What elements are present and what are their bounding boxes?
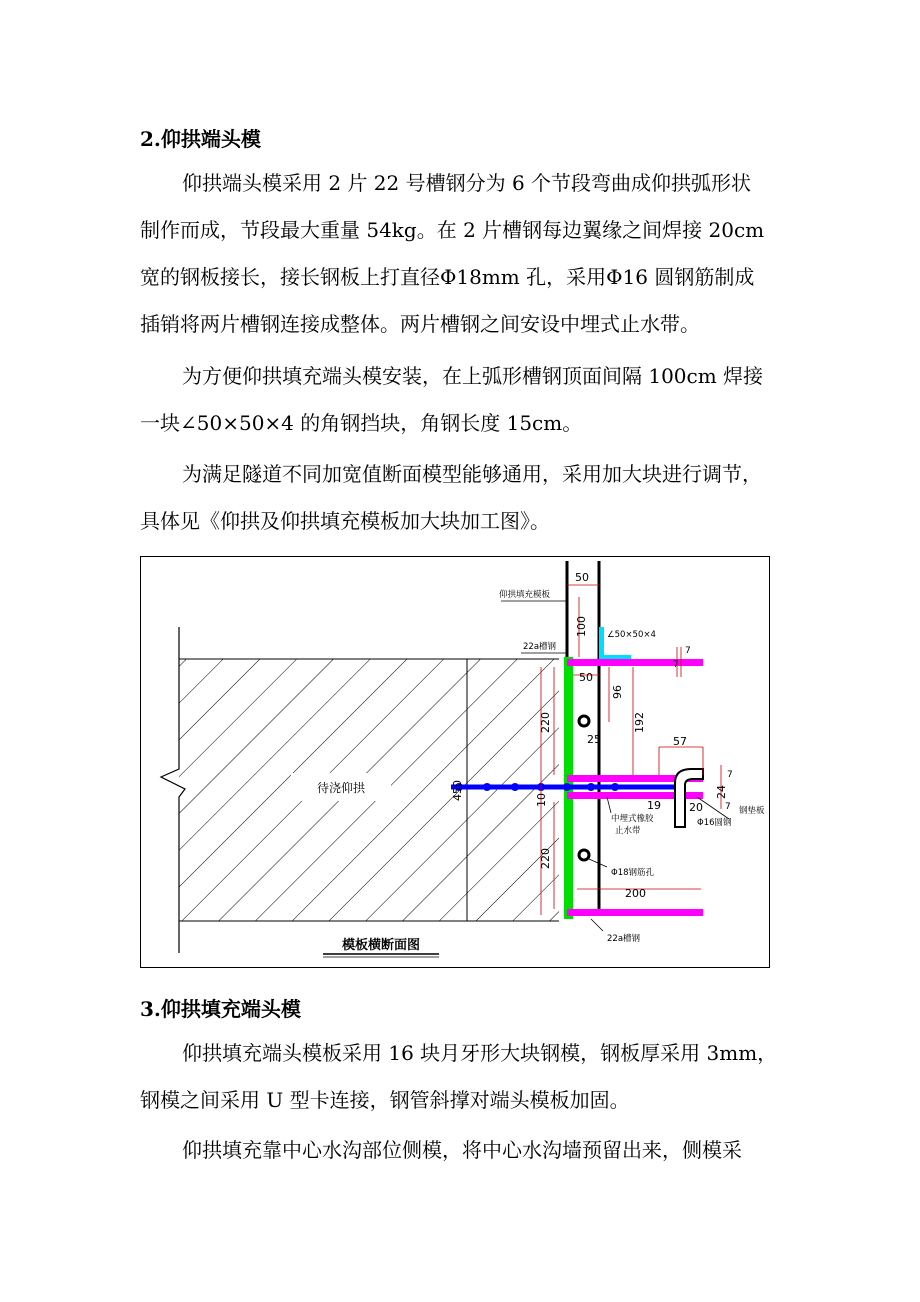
dim-220-top: 220: [539, 712, 552, 733]
text-line: 一块∠50×50×4 的角钢挡块，角钢长度 15cm。: [140, 411, 583, 435]
dim-100: 100: [575, 616, 588, 637]
dim-50-mid: 50: [579, 671, 593, 684]
dim-7a: 7: [673, 660, 679, 670]
text-line: 仰拱填充端头模板采用 16 块月牙形大块钢模，钢板厚采用 3mm，: [182, 1041, 778, 1065]
label-steel-plate: 钢垫板: [739, 806, 765, 816]
label-waterstop-2: 止水带: [615, 826, 641, 836]
text-line: 钢模之间采用 U 型卡连接，钢管斜撑对端头模板加固。: [140, 1088, 630, 1112]
dim-10: 10: [535, 793, 548, 807]
label-channel-top: 22a槽钢: [523, 642, 557, 652]
dim-7d: 7: [725, 802, 731, 812]
formwork-drawing: [141, 557, 771, 969]
dim-200: 200: [625, 887, 646, 900]
section-2-paragraph-2: [140, 353, 800, 447]
dim-7b: 7: [685, 646, 691, 656]
hole-upper: [579, 716, 589, 726]
text-line: 为方便仰拱填充端头模安装，在上弧形槽钢顶面间隔 100cm 焊接: [182, 364, 764, 388]
dim-7c: 7: [727, 770, 733, 780]
label-waterstop-1: 中埋式橡胶: [611, 814, 654, 824]
section-3-heading: 3.仰拱填充端头模: [140, 997, 301, 1021]
dim-450: 450: [451, 780, 464, 801]
section-2-paragraph-1: [140, 160, 800, 348]
dim-50-top: 50: [575, 571, 589, 584]
text-line: 插销将两片槽钢连接成整体。两片槽钢之间安设中埋式止水带。: [140, 312, 700, 336]
hole-lower: [579, 850, 589, 860]
label-pin: Φ16圆钢: [697, 818, 732, 828]
text-line: 宽的钢板接长，接长钢板上打直径Φ18mm 孔，采用Φ16 圆钢筋制成: [140, 265, 755, 289]
waterstop: [451, 783, 681, 791]
label-hole: Φ18钢筋孔: [611, 868, 655, 878]
text-line: 制作而成，节段最大重量 54kg。在 2 片槽钢每边翼缘之间焊接 20cm: [140, 218, 765, 242]
dim-96: 96: [611, 685, 624, 699]
text-line: 仰拱填充靠中心水沟部位侧模，将中心水沟墙预留出来，侧模采: [182, 1138, 742, 1162]
concrete-block: [179, 659, 559, 921]
dim-220-bottom: 220: [539, 848, 552, 869]
text-line: 仰拱端头模采用 2 片 22 号槽钢分为 6 个节段弯曲成仰拱弧形状: [182, 171, 752, 195]
dim-192: 192: [633, 712, 646, 733]
text-line: 具体见《仰拱及仰拱填充模板加大块加工图》。: [140, 509, 550, 533]
dim-19: 19: [647, 799, 661, 812]
formwork-cross-section-figure: [140, 556, 770, 968]
section-2-paragraph-3: [140, 451, 800, 545]
section-2-heading: 2.仰拱端头模: [140, 127, 261, 151]
label-fill-formwork: 仰拱填充模板: [499, 590, 551, 600]
dim-25: 25: [587, 733, 601, 746]
section-3-paragraph-2: [140, 1127, 800, 1174]
dim-20: 20: [689, 801, 703, 814]
concrete-label: 待浇仰拱: [316, 781, 366, 795]
label-channel-bottom: 22a槽钢: [607, 934, 641, 944]
dim-57: 57: [673, 735, 687, 748]
label-angle-steel: ∠50×50×4: [607, 630, 656, 640]
dim-24: 24: [715, 785, 728, 799]
figure-title: 模板横断面图: [341, 938, 421, 953]
section-3-paragraph-1: [140, 1030, 800, 1124]
text-line: 为满足隧道不同加宽值断面模型能够通用，采用加大块进行调节，: [182, 462, 762, 486]
